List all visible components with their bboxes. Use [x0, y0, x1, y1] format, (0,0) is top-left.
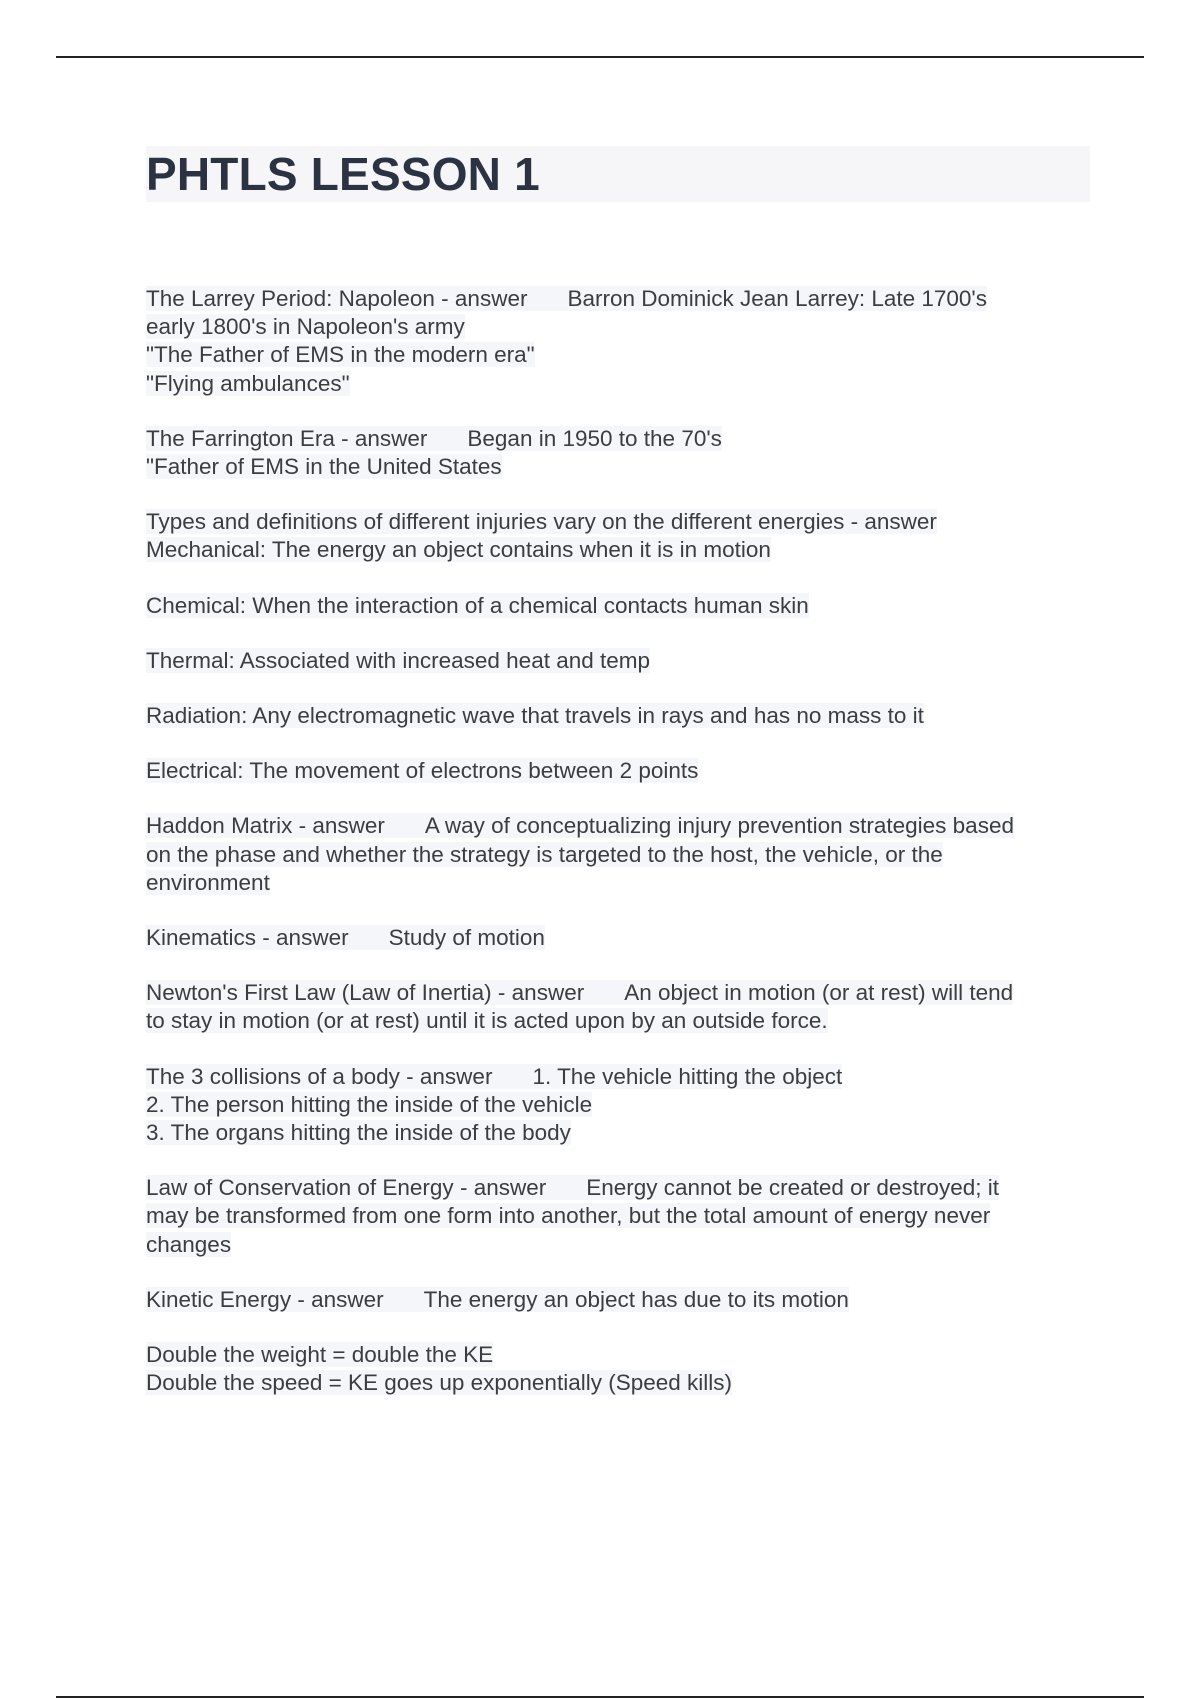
answer-text: "Flying ambulances" [146, 370, 350, 396]
answer-text: Chemical: When the interaction of a chemical contacts human skin [146, 592, 809, 618]
line-highlight [146, 703, 924, 728]
answer-text: Thermal: Associated with increased heat and temp [146, 647, 651, 673]
answer-marker: answer [311, 1286, 384, 1312]
answer-text: to stay in motion (or at rest) until it is acted upon by an outside force. [146, 1008, 828, 1034]
answer-text: Study of motion [388, 925, 545, 951]
entry-line [146, 341, 1086, 369]
entry-line [146, 536, 1086, 564]
answer-separator: - [291, 1286, 312, 1312]
entry-term: Newton's First Law (Law of Inertia) [146, 980, 492, 1006]
flashcard-entry [146, 1286, 1086, 1314]
answer-text: 1. The vehicle hitting the object [532, 1063, 843, 1089]
line-highlight [146, 758, 698, 783]
entry-first-line [146, 1286, 1086, 1314]
line-highlight [146, 509, 937, 534]
answer-text: Radiation: Any electromagnetic wave that travels in rays and has no mass to it [146, 703, 924, 729]
line-highlight [146, 314, 465, 339]
flashcard-entry [146, 425, 1086, 481]
entry-line [146, 313, 1086, 341]
line-highlight [146, 426, 722, 451]
flashcard-entry [146, 1063, 1086, 1148]
line-highlight [146, 342, 535, 367]
entry-first-line [146, 592, 1086, 620]
line-highlight [146, 648, 650, 673]
line-highlight [146, 1092, 592, 1117]
flashcard-entry [146, 508, 1086, 564]
answer-text: may be transformed from one form into another, but the total amount of energy never [146, 1203, 991, 1229]
answer-text: environment [146, 869, 270, 895]
answer-text: Energy cannot be created or destroyed; it [586, 1175, 999, 1201]
entry-line [146, 453, 1086, 481]
entry-term: The 3 collisions of a body [146, 1063, 400, 1089]
answer-marker: answer [354, 425, 428, 451]
entry-line [146, 1007, 1086, 1035]
answer-text: 3. The organs hitting the inside of the body [146, 1120, 571, 1146]
entry-first-line [146, 1174, 1086, 1202]
line-highlight [146, 813, 1014, 838]
answer-text: changes [146, 1231, 232, 1257]
answer-separator: - [491, 980, 512, 1006]
flashcard-entry [146, 812, 1086, 897]
answer-marker: answer [276, 925, 349, 951]
line-highlight [146, 371, 350, 396]
answer-separator: - [334, 425, 355, 451]
line-highlight [146, 1287, 849, 1312]
flashcard-entry [146, 1174, 1086, 1259]
flashcard-entry [146, 924, 1086, 952]
line-highlight [146, 1203, 990, 1228]
entry-first-line [146, 508, 1086, 536]
line-highlight [146, 1342, 493, 1367]
entry-first-line [146, 702, 1086, 730]
entry-line [146, 869, 1086, 897]
answer-marker: answer [864, 509, 937, 535]
entry-first-line [146, 425, 1086, 453]
answer-marker: answer [312, 813, 385, 839]
line-highlight [146, 870, 270, 895]
answer-text: Double the weight = double the KE [146, 1342, 494, 1368]
entry-line [146, 370, 1086, 398]
answer-separator: - [453, 1175, 474, 1201]
answer-separator: - [844, 509, 865, 535]
answer-text: Mechanical: The energy an object contains when it is in motion [146, 537, 771, 563]
line-highlight [146, 537, 771, 562]
top-rule [56, 56, 1144, 58]
line-highlight [146, 1120, 571, 1145]
entry-term: Haddon Matrix [146, 813, 293, 839]
answer-marker: answer [473, 1175, 547, 1201]
answer-separator: - [292, 813, 313, 839]
answer-text: An object in motion (or at rest) will tend [624, 980, 1014, 1006]
entry-first-line [146, 647, 1086, 675]
line-highlight [146, 1008, 828, 1033]
entry-term: The Farrington Era [146, 425, 335, 451]
answer-text: Barron Dominick Jean Larrey: Late 1700's [567, 286, 987, 311]
answer-text: "The Father of EMS in the modern era" [146, 342, 535, 368]
line-highlight [146, 593, 809, 618]
entry-line [146, 1091, 1086, 1119]
answer-text: The energy an object has due to its motion [423, 1286, 849, 1312]
answer-marker: answer [511, 980, 585, 1006]
entry-first-line [146, 1063, 1086, 1091]
answer-text: "Father of EMS in the United States [146, 454, 502, 480]
answer-separator: - [434, 286, 455, 311]
entry-term: Kinetic Energy [146, 1286, 292, 1312]
flashcard-list [146, 285, 1086, 1424]
answer-text: early 1800's in Napoleon's army [146, 314, 465, 340]
entry-term: Law of Conservation of Energy [146, 1175, 454, 1201]
entry-line [146, 841, 1086, 869]
line-highlight [146, 842, 943, 867]
answer-text: Began in 1950 to the 70's [467, 425, 722, 451]
line-highlight [146, 1064, 842, 1089]
entry-first-line [146, 757, 1086, 785]
flashcard-entry [146, 979, 1086, 1035]
flashcard-entry [146, 647, 1086, 675]
line-highlight [146, 1175, 999, 1200]
answer-marker: answer [419, 1063, 493, 1089]
page-title: PHTLS LESSON 1 [146, 148, 540, 200]
entry-line [146, 1369, 1086, 1397]
answer-marker: answer [454, 286, 528, 311]
line-highlight [146, 454, 502, 479]
answer-text: on the phase and whether the strategy is targeted to the host, the vehicle, or the [146, 841, 943, 867]
entry-first-line [146, 924, 1086, 952]
line-highlight [146, 1232, 231, 1257]
entry-first-line [146, 979, 1086, 1007]
line-highlight [146, 925, 545, 950]
answer-separator: - [256, 925, 277, 951]
bottom-rule [56, 1696, 1144, 1698]
entry-first-line [146, 812, 1086, 840]
entry-line [146, 1119, 1086, 1147]
flashcard-entry [146, 592, 1086, 620]
entry-line [146, 1202, 1086, 1230]
answer-text: A way of conceptualizing injury prevention strategies based [424, 813, 1014, 839]
flashcard-entry [146, 702, 1086, 730]
line-highlight [146, 286, 987, 311]
entry-term: Kinematics [146, 925, 257, 951]
answer-text: 2. The person hitting the inside of the vehicle [146, 1091, 593, 1117]
answer-text: Electrical: The movement of electrons between 2 points [146, 758, 699, 784]
entry-first-line [146, 285, 1086, 313]
flashcard-entry [146, 757, 1086, 785]
flashcard-entry [146, 1341, 1086, 1397]
entry-term: The Larrey Period: Napoleon [146, 286, 435, 311]
answer-separator: - [399, 1063, 420, 1089]
line-highlight [146, 1370, 732, 1395]
entry-first-line [146, 1341, 1086, 1369]
flashcard-entry [146, 285, 1086, 398]
line-highlight [146, 980, 1013, 1005]
entry-term: Types and definitions of different injuries vary on the different energies [146, 509, 845, 535]
answer-text: Double the speed = KE goes up exponentially (Speed kills) [146, 1370, 732, 1396]
entry-line [146, 1231, 1086, 1259]
